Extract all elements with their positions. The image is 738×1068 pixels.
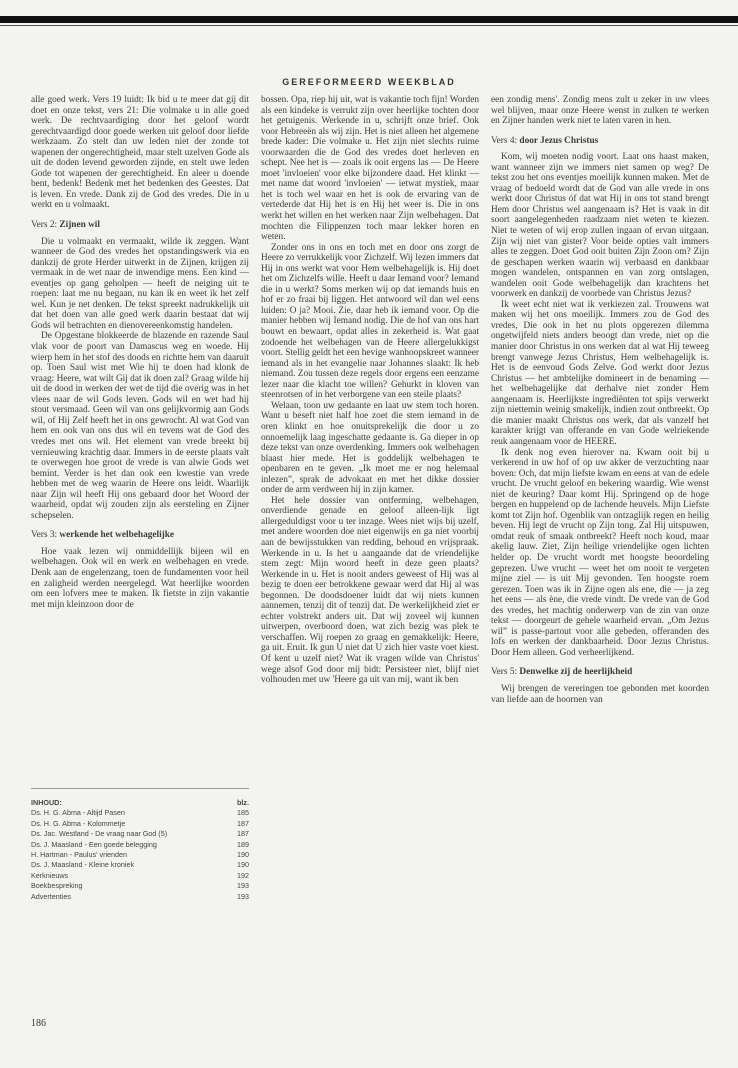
toc-item-title: Kerknieuws — [31, 870, 69, 880]
toc-item — [31, 881, 249, 891]
section-label: Vers 3: — [31, 530, 60, 541]
page-number: 186 — [31, 1018, 46, 1029]
toc-item-page: 192 — [237, 870, 249, 880]
toc-item — [31, 892, 249, 902]
toc-item-page: 190 — [237, 860, 249, 870]
toc-item — [31, 829, 249, 839]
toc-item — [31, 819, 249, 829]
paragraph: Die u volmaakt en vermaakt, wilde ik zeggen. Want wanneer de God des vredes het opstandingswerk via en dankzij de grote Herder uitwerkt in de Zijnen, krijgen zij vermaak in de wet naar de inwendige mens. Een kind — eventjes op gang geholpen — heeft de neiging uit te roepen: laat me nu begaan, nu kan ik en weet ik het zelf wel. Kun je net denken. De tekst spreekt nadrukkelijk uit dat het doen van alle goed werk daarin bestaat dat wij Gods wil betrachten en dienovereenkomstig handelen. — [31, 236, 249, 331]
paragraph: De Opgestane blokkeerde de blazende en razende Saul vlak voor de poort van Damascus weg en woede. Hij wierp hem in het stof des doods en richtte hem van daaruit op. Toen Saul wist met Wie hij te doen had klonk de vraag: Heere, wat wilt Gij dat ik doen zal? Graag wilde hij uit de dood in werken der wet de tijd die overig was in het vlees naar de wil Gods leven. Gods wil en wet had hij stout versmaad. Geen wil van ons gelijkvormig aan Gods wil, of Hij Zelf heeft het in ons gewrocht. Al wat God van hem en ook van ons dus wil en tevens wat de God des vredes met ons wil. Het element van vrede breekt bij vernieuwing krachtig daar. Immers in de eerste plaats valt te overwegen hoe groot de vrede is van alwie Gods wet bemint. Verder is het dan ook een kwestie van vrede hebben met de weg waarin de Heere ons leidt. Waarlijk naar Zijn wil heeft Hij ons gebaard door het Woord der waarheid, opdat wij zouden zijn als eersteling en Zijner schepselen. — [31, 331, 249, 521]
section-heading-vers-4 — [491, 136, 709, 147]
toc-header — [31, 798, 249, 808]
top-thin-rule — [0, 25, 738, 26]
paragraph: bossen. Opa, riep hij uit, wat is vakantie toch fijn! Worden als een kindeke is verrukt zijn over heerlijke tochten door het getuigenis. Werkende in u, schrijft onze brief. Ook voor Hebreeën als wij zijn. Het is niet alleen het algemene brede kader: Die volmake u. Het zijn niet slechts ruime voorwaarden die de God des vredes doet herleven en schept. Nee het is — zoals ik ooit ergens las — De Heere moet 'invloeien' voor elke bijzondere daad. Het klinkt — met name dat woord 'invloeien' — ietwat mystiek, maar het is toch wel waar en het is ook de ervaring van de vertederde dat Hij het is en Hij het weer is. Die in ons werkt het willen en het werken naar Zijn welbehagen. Dat mochten die Filippenzen toch maar lekker horen en weten. — [261, 95, 479, 243]
paragraph: Ik weet echt niet wat ik verkiezen zal. Trouwens wat maken wij het ons moeilijk. Immers zou de God des vredes, Die ook in het nu plots opgerezen dilemma ongetwijfeld niets anders beoogt dan vrede, niet op die manier door Christus in ons werken dat al wat Hij teweeg brengt vanwege Jezus Christus, Hem welbehagelijk is. Het is de eenvoud Gods Zelve. God werkt door Jezus Christus — het ambtelijke domineert in de benaming — het welbehagelijke dat derhalve niet zonder Hem aangenaam is. Heerlijkste ingrediënten tot spijs verwerkt zijn niettemin weinig smakelijk, indien zout ontbreekt. Op die manier maakt Christus ons werk, dat als vanzelf het karakter krijgt van offerande en van Gode welriekende reuk aangenaam voor de HEERE. — [491, 299, 709, 447]
column-1 — [31, 95, 249, 610]
toc-divider — [31, 788, 249, 789]
toc-item-page: 187 — [237, 829, 249, 839]
toc-item — [31, 850, 249, 860]
toc-item-page: 193 — [237, 881, 249, 891]
column-3 — [491, 95, 709, 705]
paragraph: een zondig mens'. Zondig mens zult u zeker in uw vlees wel blijven, maar onze Heere wenst in zulken te werken en Zijner handen werk niet te laten varen in hen. — [491, 95, 709, 127]
toc-item-page: 189 — [237, 839, 249, 849]
paragraph: Wij brengen de vereringen toe gebonden met koorden van liefde aan de hoornen van — [491, 683, 709, 705]
toc-item — [31, 871, 249, 881]
toc-item-title: Ds. Jac. Westland - De vraag naar God (5) — [31, 829, 168, 839]
toc-item-page: 185 — [237, 808, 249, 818]
section-label: Vers 4: — [491, 135, 520, 146]
paragraph: Kom, wij moeten nodig voort. Laat ons haast maken, want wanneer zijn we immers niet samen op weg? De tekst zou het ons eventjes moeilijk kunnen maken. Met de vraag of bedoeld wordt dat de God van alle vrede in ons werkt door Christus óf dat wat Hij in ons tot stand brengt Hem door Christus wel aangenaam is? Het is vaak in dit soort aangelegenheden raadzaam niet weten te kiezen. Niet te weten of wij erop zullen ingaan of ervan uitgaan. Zijn wij niet van gister? Voor beide opties valt immers alles te zeggen. Doet God ooit buiten Zijn Zoon om? Zijn de geschapen werken waarin wij verbaasd en dankbaar mogen wandelen, ontspannen en van zorg ontslagen, wandelen ooit Gode welbehagelijk dan krachtens het voorwerk en dankzij de voorbede van Christus Jezus? — [491, 152, 709, 300]
paragraph: Welaan, toon uw gedaante en laat uw stem toch horen. Want u beseft niet half hoe zoet die stem iemand in de oren klinkt en hoe onuitsprekelijk die door u zo onnoemelijk laag ingeschatte gedaante is. Ga dieper in op deze tekst van onze overdenking. Immers ook welbehagen blaast hier mede. Het is goddelijk welbehagen te openbaren en te geven. „Ik moet me er nog helemaal inlezen”, sprak de advokaat en met het dikke dossier onder de arm verdween hij in zijn kamer. — [261, 400, 479, 496]
top-black-bar — [0, 16, 738, 23]
toc-item-title: Boekbespreking — [31, 881, 83, 891]
section-title: Denwelke zij de heerlijkheid — [519, 667, 633, 678]
toc-item-title: Ds. H. G. Abma - Kolommetje — [31, 818, 126, 828]
toc-item — [31, 808, 249, 818]
section-label: Vers 2: — [31, 220, 60, 231]
paragraph: Hoe vaak lezen wij onmiddellijk bijeen wil en welbehagen. Ook wil en werk en welbehagen en vrede. Denk aan de engelenzang, toen de fundamenten voor heil en zaligheid werden neergelegd. Wat heerlijke woorden om een lofvers mee te maken. Ik fietste in zijn vakantie met mijn kleinzoon door de — [31, 546, 249, 610]
toc-item — [31, 860, 249, 870]
paragraph: alle goed werk. Vers 19 luidt: Ik bid u te meer dat gij dit doet en onze tekst, vers 21: Die volmake u in alle goed werk. De rechtvaardiging door het geloof wordt gerechtvaardigd door goede werken uit geloof door liefde werkzaam. Zo stelt dan uw leden niet der zonde tot wapenen der ongerechtigheid, maar stelt uzelven Gode als uit de doden levend geworden zijnde, en stelt uwe leden Gode tot wapenen der gerechtigheid. En aleer u doende bent, bedenk! Bedenk met het bedenken des Geestes. Dat is leven. En vrede. Dank zij de God des vredes. Die in u werkt en u volmaakt. — [31, 95, 249, 211]
section-heading-vers-5 — [491, 667, 709, 678]
toc-page-label: blz. — [237, 798, 249, 807]
paragraph: Het hele dossier van ontferming, welbehagen, onverdiende genade en geloof alleen-lijk ligt allergeduldigst voor u ter inzage. Wees niet wijs bij uzelf, met andere woorden doe niet eigenwijs en ga niet voorbij aan de bewijsstukken van redding, behoud en vrijspraak. Werkende in u. Is het u aangaande dat de vriendelijke stem zegt: Mijn woord heeft in deze geen plaats? Werkende in u. Het is nooit anders geweest of Hij was al bezig te doen eer betrokkene gewaar werd dat Hij al was begonnen. De doodsdoener luidt dat wij niets kunnen aannemen, tenzij dit of tenzij dat. De werkelijkheid ziet er echter volstrekt anders uit. Dat wij zoveel wij kunnen uitwerpen, overboord doen, wat zich bezig was plek te verschaffen. Wij roepen zo graag en gemakkelijk: Heere, ga uit. Eruit. Ik gun U niet dat U zich hier vaste voet kiest. Of kent u uzelf niet? Wat ik vragen wilde van Christus' wege alsof God door mij bidt: Persisteer niet, blijf niet volhouden met uw 'Heere ga uit van mij, want ik ben — [261, 495, 479, 686]
section-heading-vers-2 — [31, 220, 249, 231]
section-heading-text — [491, 667, 632, 677]
section-title: werkende het welbehagelijke — [59, 530, 175, 541]
section-heading-text — [491, 136, 598, 146]
toc-item-title: Advertenties — [31, 891, 71, 901]
toc-item — [31, 840, 249, 850]
section-heading-text — [31, 220, 100, 230]
toc-item-title: Ds. J. Maasland - Een goede belegging — [31, 839, 157, 849]
section-title: Zijnen wil — [59, 220, 100, 231]
paragraph: Zonder ons in ons en toch met en door ons zorgt de Heere zo verrukkelijk voor Zichzelf. Wij lezen immers dat Hij in ons werkt wat voor Hem welbehagelijk is. Hij doet het om Zichzelfs wille. Heeft u daar Iemand voor? Iemand die in u werkt? Soms merken wij op dat iemands huis en hof er zo fraai bij liggen. Het antwoord wil dan wel eens luiden: O ja? Mooi. Zie, daar heb ik iemand voor. Op die manier hebben wij Iemand nodig. Die de hof van ons hart bouwt en bewaart, opdat alles in zekerheid is. Wat gaat zodoende het welbehagen van de Heere allergelukkigst voort. Stellig geldt het een hevige wanhoopskreet wanneer iemand als in het evangelie naar Johannes slaakt: Ik heb niemand. Zou tussen deze regels door ergens een eenzame lezer naar die klacht toe willen? Gehurkt in kloven van steenrotsen of in het verborgene van een steile plaats? — [261, 242, 479, 401]
section-label: Vers 5: — [491, 667, 520, 678]
section-heading-text — [31, 530, 174, 540]
toc-heading: INHOUD: — [31, 798, 62, 807]
toc-item-page: 193 — [237, 891, 249, 901]
paragraph: Ik denk nog even hierover na. Kwam ooit bij u verkerend in uw hof of op uw akker de verzuchting naar boven: Och, dat mijn liefste kwam en eens at van de edele vrucht. De vrucht geloof en bekering waardig. Wie wenst niet de keuring? Daar komt Hij. Springend op de hoge bergen en huppelend op de lachende heuvels. Mijn Liefste komt tot Zijn hof. Ogenblik van ontzaglijk regen en heilig beven. Hij legt de vrucht op Zijn tong. Zal Hij uitspuwen, omdat reuk of smaak ontbreekt? Heeft noch koud, maar akelig lauw. Ziet, Zijn heilige vriendelijke ogen lichten helder op. De vrucht wordt met hoogste beoordeling geprezen. Uwe vrucht — weet het om nooit te vergeten mijne ziel — is uit Mij gevonden. Ten hoogste roem gerezen. Toen was ik in Zijne ogen als ene, die — ja zeg het eens — als ène, die vrede vindt. De vrede van de God des vredes, het machtig onderwerp van de zin van onze tekst — doorgeurt de gehele waarheid ervan. „Om Jezus wil” is passe-partout voor alle gebeden, offeranden des lofs en werken der dankbaarheid. Door Jezus Christus. Door Hem alleen. God verheerlijkend. — [491, 447, 709, 658]
toc-item-title: Ds. H. G. Abma - Altijd Pasen — [31, 808, 125, 818]
column-2 — [261, 95, 479, 686]
toc-item-page: 190 — [237, 850, 249, 860]
table-of-contents — [31, 798, 249, 902]
section-heading-vers-3 — [31, 530, 249, 541]
running-header: GEREFORMEERD WEEKBLAD — [282, 77, 456, 87]
toc-item-title: H. Hartman - Paulus' vrienden — [31, 850, 128, 860]
toc-item-title: Ds. J. Maasland - Kleine kroniek — [31, 860, 135, 870]
section-title: door Jezus Christus — [519, 135, 599, 146]
toc-item-page: 187 — [237, 818, 249, 828]
